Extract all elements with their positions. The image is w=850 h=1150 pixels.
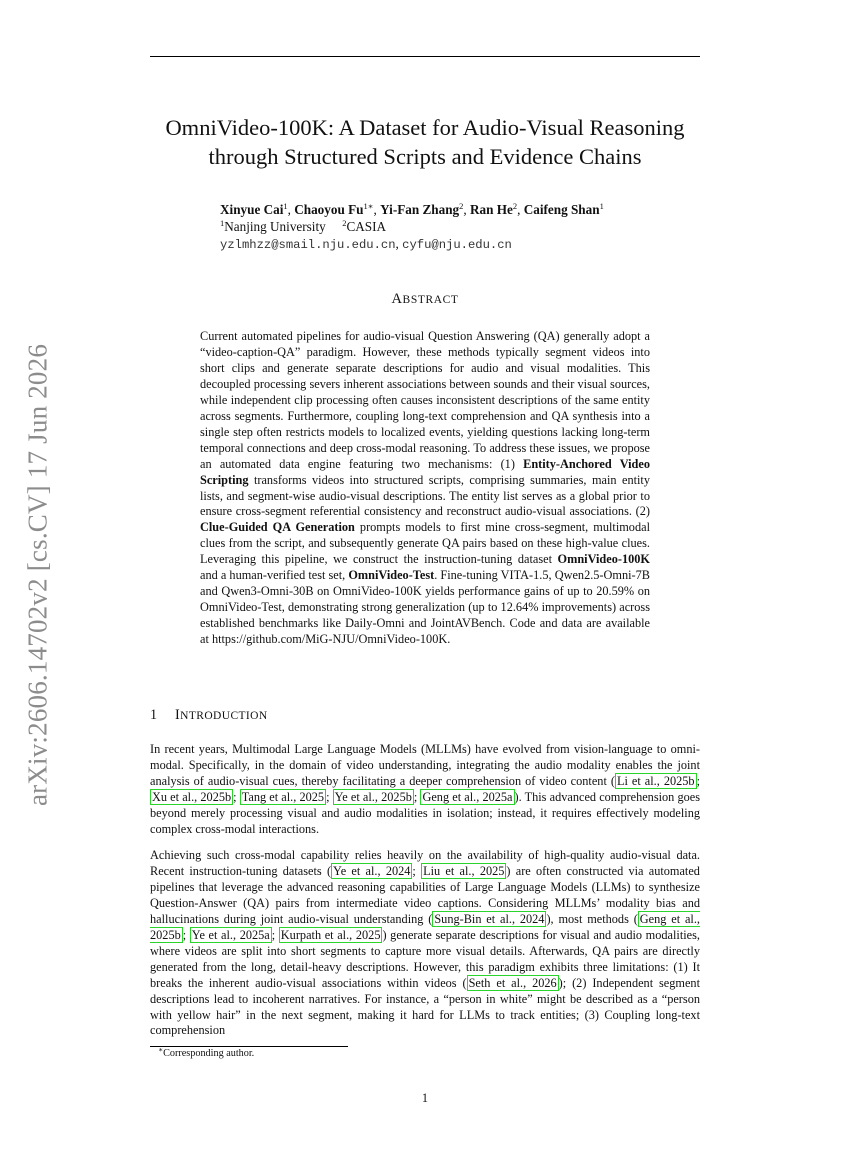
citation-link[interactable]: Xu et al., 2025b	[152, 789, 232, 804]
citation-link[interactable]: Geng et al., 2025a	[422, 789, 513, 804]
author-block	[220, 201, 700, 254]
affiliation: Nanjing University	[224, 219, 326, 234]
intro-paragraph-1: In recent years, Multimodal Large Language Models (MLLMs) have evolved from vision-language to omni-modal. Specifically, in the domain of video understanding, integrating the audio modality enables the joint analysis of audio-visual cues, thereby facilitating a deeper comprehension of video content ( Li et al., 2025b ; Xu et al., 2025b ; Tang et al., 2025 ; Ye et al., 2025b ; Geng et al., 2025a ). This advanced comprehension goes beyond merely processing visual and audio modalities in isolation; instead, it requires effectively modeling complex cross-modal interactions.	[150, 742, 701, 836]
citation-link[interactable]: Liu et al., 2025	[423, 863, 505, 878]
citation-link[interactable]: Seth et al., 2026	[468, 975, 557, 990]
citation-link[interactable]: Kurpath et al., 2025	[280, 927, 381, 942]
author-name: Yi-Fan Zhang	[380, 202, 460, 217]
abstract-text: Current automated pipelines for audio-visual Question Answering (QA) generally adopt a “video-caption-QA” paradigm. However, these methods typically segment videos into short clips and generate separate descriptions for audio and visual modalities. This decoupled processing severs inherent associations between sounds and their visual sources, while independent clip processing often causes inconsistent descriptions of the same entity across segments. Furthermore, coupling long-text comprehension and QA synthesis into a single step often restricts models to localized events, yielding questions lacking long-term temporal connections and deep cross-modal reasoning. To address these issues, we propose an automated data engine featuring two mechanisms: (1) Entity-Anchored Video Scripting transforms videos into structured scripts, comprising summaries, main entity lists, and segment-wise audio-visual descriptions. The entity list serves as a global prior to ensure cross-segment referential consistency and reconstruct audio-visual associations. (2) Clue-Guided QA Generation prompts models to first mine cross-segment, multimodal clues from the script, and subsequently generate QA pairs based on these high-value clues. Leveraging this pipeline, we construct the instruction-tuning dataset OmniVideo-100K and a human-verified test set, OmniVideo-Test. Fine-tuning VITA-1.5, Qwen2.5-Omni-7B and Qwen3-Omni-30B on OmniVideo-100K yields performance gains of up to 20.59% on OmniVideo-Test, demonstrating strong generalization (up to 12.64% improvements) across established benchmarks like Daily-Omni and JointAVBench. Code and data are available at https://github.com/MiG-NJU/OmniVideo-100K.	[200, 329, 650, 647]
citation-link[interactable]: Ye et al., 2025b	[334, 789, 412, 804]
citation-link[interactable]: Li et al., 2025b	[616, 773, 695, 788]
author-name: Chaoyou Fu	[294, 202, 364, 217]
intro-paragraph-2: Achieving such cross-modal capability relies heavily on the availability of high-quality audio-visual data. Recent instruction-tuning datasets ( Ye et al., 2024 ; Liu et al., 2025 ) are often constructed via automated pipelines that leverage the advanced reasoning capabilities of Large Language Models (LLMs) to synthesize Question-Answer (QA) pairs from intermediate video captions. Considering MLLMs’ modality bias and hallucinations during joint audio-visual understanding ( Sung-Bin et al., 2024 ), most methods ( Geng et al., 2025b ; Ye et al., 2025a ; Kurpath et al., 2025 ) generate separate descriptions for visual and audio modalities, where videos are split into short segments to capture more visual details. Afterwards, QA pairs are directly generated from the long, detail-heavy descriptions. However, this paradigm exhibits three limitations: (1) It breaks the inherent audio-visual associations within videos ( Seth et al., 2026 ); (2) Independent segment descriptions lead to incoherent narratives. For instance, a “person in white” might be described as a “person with yellow hair” in the next segment, making it hard for LLMs to track entities; (3) Coupling long-text comprehension	[150, 848, 700, 1038]
citation-link[interactable]: Geng et al., 2025b	[150, 911, 700, 942]
affiliation: CASIA	[346, 219, 387, 234]
page-number: 1	[421, 1091, 429, 1105]
paper-title: OmniVideo-100K: A Dataset for Audio-Visual Reasoning through Structured Scripts and Evidence Chains	[165, 115, 685, 169]
footnote: ∗Corresponding author.	[158, 1045, 255, 1059]
arxiv-id: arXiv:2606.14702v2 [cs.CV] 17 Jun 2026	[22, 343, 53, 807]
top-rule	[150, 56, 700, 57]
author-name: Ran He	[470, 202, 513, 217]
author-names: Xinyue Cai$^1$, Chaoyou $Fu^{1∗}$, Yi-Fan Zhang$^2$, Ran He$^2$, Caifeng Shan$^1$	[220, 201, 604, 217]
affiliations: $^1$Nanjing University $^2$CASIA	[220, 218, 387, 234]
citation-link[interactable]: Ye et al., 2025a	[191, 927, 270, 942]
citation-link[interactable]: Tang et al., 2025	[241, 789, 325, 804]
email-link[interactable]: cyfu@nju.edu.cn	[402, 238, 512, 252]
citation-link[interactable]: Sung-Bin et al., 2024	[434, 911, 545, 926]
author-name: Caifeng Shan	[523, 202, 600, 217]
abstract-heading: ABSTRACT	[391, 291, 459, 307]
author-name: Xinyue Cai	[220, 202, 284, 217]
citation-link[interactable]: Ye et al., 2024	[333, 863, 411, 878]
section-heading-introduction: 1 INTRODUCTION	[150, 707, 268, 723]
email-link[interactable]: yzlmhzz@smail.nju.edu.cn	[220, 238, 396, 252]
emails: yzlmhzz@smail.nju.edu.cn, cyfu@nju.edu.cn	[220, 236, 512, 252]
